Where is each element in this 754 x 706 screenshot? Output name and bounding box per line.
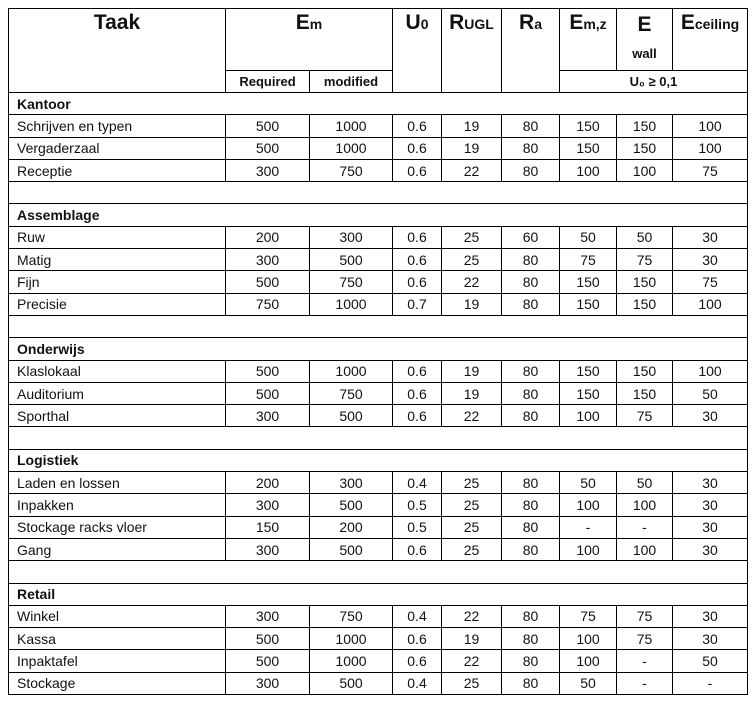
group-row xyxy=(9,204,748,226)
table-body xyxy=(9,93,748,695)
cell-emz: 150 xyxy=(560,293,617,315)
cell-em-required: 500 xyxy=(226,382,310,404)
cell-eceiling: 100 xyxy=(673,360,748,382)
cell-u0: 0.6 xyxy=(393,628,442,650)
cell-eceiling: 75 xyxy=(673,159,748,181)
cell-rugl: 19 xyxy=(442,137,502,159)
cell-ra: 80 xyxy=(502,159,560,181)
cell-ewall: 150 xyxy=(617,360,673,382)
cell-ra: 80 xyxy=(502,115,560,137)
cell-emz: 150 xyxy=(560,382,617,404)
group-row xyxy=(9,583,748,605)
cell-eceiling: 30 xyxy=(673,405,748,427)
cell-ewall: 150 xyxy=(617,293,673,315)
cell-ra: 80 xyxy=(502,249,560,271)
header-u0: U0 xyxy=(393,9,442,93)
group-title: Onderwijs xyxy=(9,338,748,360)
table-row xyxy=(9,538,748,560)
cell-em-required: 500 xyxy=(226,115,310,137)
cell-em-modified: 1000 xyxy=(310,650,393,672)
cell-ra: 80 xyxy=(502,293,560,315)
cell-em-modified: 1000 xyxy=(310,137,393,159)
cell-rugl: 25 xyxy=(442,672,502,694)
spacer-row xyxy=(9,427,748,449)
table-row xyxy=(9,137,748,159)
cell-u0: 0.6 xyxy=(393,226,442,248)
header-ra: Ra xyxy=(502,9,560,93)
spacer-cell xyxy=(9,315,748,337)
cell-rugl: 22 xyxy=(442,650,502,672)
cell-emz: 75 xyxy=(560,249,617,271)
cell-ra: 80 xyxy=(502,137,560,159)
header-eceiling: Eceiling xyxy=(673,9,748,71)
group-row xyxy=(9,93,748,115)
cell-rugl: 19 xyxy=(442,293,502,315)
spacer-cell xyxy=(9,561,748,583)
cell-emz: 50 xyxy=(560,472,617,494)
cell-task: Vergaderzaal xyxy=(9,137,226,159)
cell-rugl: 22 xyxy=(442,405,502,427)
cell-ra: 80 xyxy=(502,538,560,560)
cell-ewall: 100 xyxy=(617,494,673,516)
cell-em-required: 200 xyxy=(226,472,310,494)
spacer-cell xyxy=(9,427,748,449)
cell-rugl: 19 xyxy=(442,628,502,650)
spacer-row xyxy=(9,182,748,204)
cell-ra: 80 xyxy=(502,672,560,694)
cell-emz: 150 xyxy=(560,115,617,137)
cell-em-modified: 500 xyxy=(310,538,393,560)
cell-ewall: - xyxy=(617,672,673,694)
cell-task: Stockage xyxy=(9,672,226,694)
table-row xyxy=(9,605,748,627)
table-row xyxy=(9,672,748,694)
cell-em-required: 300 xyxy=(226,605,310,627)
cell-eceiling: 30 xyxy=(673,472,748,494)
cell-rugl: 25 xyxy=(442,249,502,271)
cell-em-modified: 1000 xyxy=(310,115,393,137)
cell-em-required: 150 xyxy=(226,516,310,538)
table-row xyxy=(9,516,748,538)
cell-ra: 80 xyxy=(502,605,560,627)
cell-task: Ruw xyxy=(9,226,226,248)
cell-emz: 100 xyxy=(560,405,617,427)
cell-rugl: 22 xyxy=(442,271,502,293)
cell-task: Matig xyxy=(9,249,226,271)
cell-eceiling: 100 xyxy=(673,115,748,137)
cell-emz: 100 xyxy=(560,159,617,181)
table-row xyxy=(9,226,748,248)
cell-rugl: 25 xyxy=(442,538,502,560)
cell-em-required: 500 xyxy=(226,650,310,672)
cell-ra: 80 xyxy=(502,516,560,538)
cell-emz: 50 xyxy=(560,226,617,248)
cell-em-required: 300 xyxy=(226,672,310,694)
cell-u0: 0.6 xyxy=(393,137,442,159)
cell-task: Receptie xyxy=(9,159,226,181)
header-taak: Taak xyxy=(9,9,226,93)
cell-task: Inpakken xyxy=(9,494,226,516)
cell-ra: 80 xyxy=(502,382,560,404)
cell-em-required: 200 xyxy=(226,226,310,248)
cell-eceiling: 100 xyxy=(673,137,748,159)
cell-rugl: 22 xyxy=(442,605,502,627)
cell-u0: 0.6 xyxy=(393,249,442,271)
cell-u0: 0.6 xyxy=(393,159,442,181)
cell-em-required: 500 xyxy=(226,137,310,159)
header-em: Em xyxy=(226,9,393,71)
cell-ewall: 75 xyxy=(617,249,673,271)
cell-emz: 50 xyxy=(560,672,617,694)
cell-u0: 0.7 xyxy=(393,293,442,315)
header-uniformity: U₀ ≥ 0,1 xyxy=(560,71,748,93)
cell-ra: 80 xyxy=(502,405,560,427)
cell-rugl: 25 xyxy=(442,516,502,538)
table-row xyxy=(9,405,748,427)
spacer-row xyxy=(9,561,748,583)
group-row xyxy=(9,338,748,360)
table-row xyxy=(9,628,748,650)
table-row xyxy=(9,271,748,293)
header-emz: Em,z xyxy=(560,9,617,71)
cell-ewall: 100 xyxy=(617,159,673,181)
cell-u0: 0.4 xyxy=(393,472,442,494)
table-row xyxy=(9,115,748,137)
table-row xyxy=(9,159,748,181)
cell-rugl: 25 xyxy=(442,472,502,494)
cell-em-modified: 750 xyxy=(310,271,393,293)
table-row xyxy=(9,494,748,516)
cell-rugl: 19 xyxy=(442,360,502,382)
cell-em-modified: 500 xyxy=(310,405,393,427)
header-rugl: RUGL xyxy=(442,9,502,93)
cell-eceiling: 30 xyxy=(673,226,748,248)
cell-rugl: 25 xyxy=(442,494,502,516)
cell-task: Gang xyxy=(9,538,226,560)
group-row xyxy=(9,449,748,471)
cell-task: Inpaktafel xyxy=(9,650,226,672)
cell-emz: 75 xyxy=(560,605,617,627)
cell-u0: 0.5 xyxy=(393,494,442,516)
cell-em-modified: 750 xyxy=(310,159,393,181)
cell-eceiling: 30 xyxy=(673,249,748,271)
cell-em-modified: 500 xyxy=(310,249,393,271)
cell-ewall: 100 xyxy=(617,538,673,560)
cell-u0: 0.4 xyxy=(393,605,442,627)
table-row xyxy=(9,382,748,404)
cell-ewall: 150 xyxy=(617,137,673,159)
cell-em-required: 750 xyxy=(226,293,310,315)
cell-em-modified: 1000 xyxy=(310,628,393,650)
cell-task: Fijn xyxy=(9,271,226,293)
cell-ra: 80 xyxy=(502,360,560,382)
group-title: Kantoor xyxy=(9,93,748,115)
cell-em-modified: 200 xyxy=(310,516,393,538)
cell-ra: 80 xyxy=(502,271,560,293)
cell-eceiling: - xyxy=(673,672,748,694)
cell-rugl: 19 xyxy=(442,382,502,404)
cell-task: Sporthal xyxy=(9,405,226,427)
cell-ewall: 75 xyxy=(617,628,673,650)
cell-eceiling: 30 xyxy=(673,605,748,627)
cell-ra: 80 xyxy=(502,650,560,672)
cell-u0: 0.6 xyxy=(393,360,442,382)
cell-ra: 80 xyxy=(502,494,560,516)
cell-u0: 0.5 xyxy=(393,516,442,538)
table-row xyxy=(9,360,748,382)
cell-em-required: 500 xyxy=(226,628,310,650)
cell-ewall: 75 xyxy=(617,605,673,627)
cell-rugl: 22 xyxy=(442,159,502,181)
cell-ewall: 150 xyxy=(617,271,673,293)
table-row xyxy=(9,472,748,494)
cell-task: Stockage racks vloer xyxy=(9,516,226,538)
cell-rugl: 25 xyxy=(442,226,502,248)
cell-emz: 150 xyxy=(560,360,617,382)
cell-ra: 80 xyxy=(502,628,560,650)
cell-u0: 0.6 xyxy=(393,271,442,293)
cell-ewall: 50 xyxy=(617,226,673,248)
cell-emz: 100 xyxy=(560,628,617,650)
cell-em-modified: 750 xyxy=(310,605,393,627)
cell-eceiling: 50 xyxy=(673,650,748,672)
cell-emz: - xyxy=(560,516,617,538)
cell-ewall: - xyxy=(617,516,673,538)
cell-task: Kassa xyxy=(9,628,226,650)
cell-task: Laden en lossen xyxy=(9,472,226,494)
header-required: Required xyxy=(226,71,310,93)
cell-em-required: 300 xyxy=(226,494,310,516)
cell-emz: 100 xyxy=(560,538,617,560)
cell-em-required: 500 xyxy=(226,271,310,293)
cell-task: Precisie xyxy=(9,293,226,315)
cell-eceiling: 30 xyxy=(673,538,748,560)
table-row xyxy=(9,293,748,315)
cell-em-modified: 300 xyxy=(310,226,393,248)
cell-emz: 150 xyxy=(560,137,617,159)
cell-ewall: - xyxy=(617,650,673,672)
cell-em-modified: 300 xyxy=(310,472,393,494)
cell-task: Schrijven en typen xyxy=(9,115,226,137)
cell-emz: 150 xyxy=(560,271,617,293)
cell-em-required: 500 xyxy=(226,360,310,382)
cell-u0: 0.4 xyxy=(393,672,442,694)
cell-ewall: 50 xyxy=(617,472,673,494)
cell-eceiling: 30 xyxy=(673,516,748,538)
cell-em-modified: 500 xyxy=(310,494,393,516)
table-row xyxy=(9,650,748,672)
header-ewall: E wall xyxy=(617,9,673,71)
cell-em-modified: 1000 xyxy=(310,293,393,315)
cell-ewall: 150 xyxy=(617,382,673,404)
cell-task: Klaslokaal xyxy=(9,360,226,382)
cell-eceiling: 30 xyxy=(673,494,748,516)
spacer-row xyxy=(9,315,748,337)
cell-task: Auditorium xyxy=(9,382,226,404)
cell-u0: 0.6 xyxy=(393,650,442,672)
cell-ra: 80 xyxy=(502,472,560,494)
group-title: Assemblage xyxy=(9,204,748,226)
cell-em-required: 300 xyxy=(226,538,310,560)
cell-ra: 60 xyxy=(502,226,560,248)
cell-emz: 100 xyxy=(560,650,617,672)
lighting-requirements-table xyxy=(8,8,748,695)
cell-eceiling: 100 xyxy=(673,293,748,315)
cell-em-modified: 1000 xyxy=(310,360,393,382)
table-row xyxy=(9,249,748,271)
cell-ewall: 150 xyxy=(617,115,673,137)
cell-emz: 100 xyxy=(560,494,617,516)
cell-em-modified: 750 xyxy=(310,382,393,404)
cell-ewall: 75 xyxy=(617,405,673,427)
cell-task: Winkel xyxy=(9,605,226,627)
cell-rugl: 19 xyxy=(442,115,502,137)
cell-u0: 0.6 xyxy=(393,115,442,137)
group-title: Retail xyxy=(9,583,748,605)
cell-em-required: 300 xyxy=(226,249,310,271)
cell-eceiling: 50 xyxy=(673,382,748,404)
cell-em-required: 300 xyxy=(226,405,310,427)
cell-eceiling: 75 xyxy=(673,271,748,293)
spacer-cell xyxy=(9,182,748,204)
cell-em-modified: 500 xyxy=(310,672,393,694)
cell-u0: 0.6 xyxy=(393,538,442,560)
cell-u0: 0.6 xyxy=(393,405,442,427)
cell-u0: 0.6 xyxy=(393,382,442,404)
cell-eceiling: 30 xyxy=(673,628,748,650)
group-title: Logistiek xyxy=(9,449,748,471)
cell-em-required: 300 xyxy=(226,159,310,181)
header-modified: modified xyxy=(310,71,393,93)
